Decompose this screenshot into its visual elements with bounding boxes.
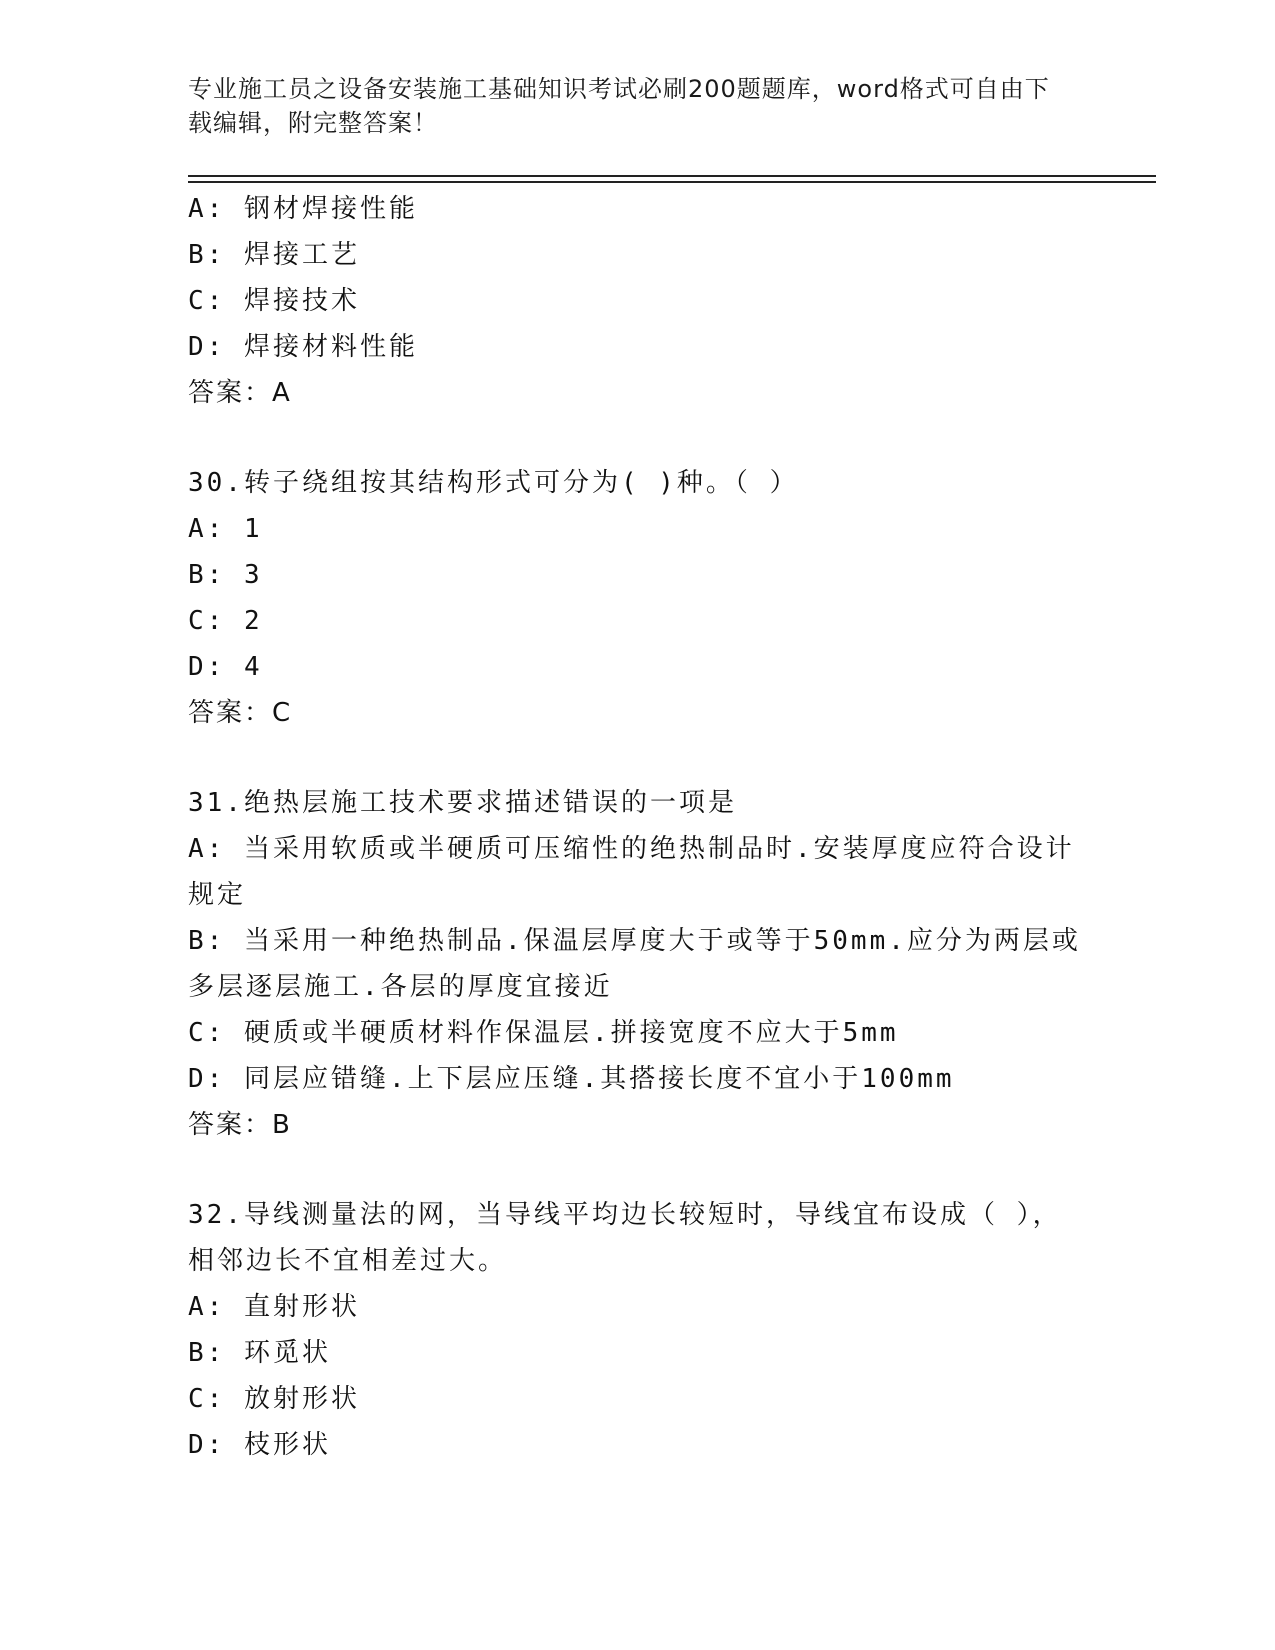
option-a: A: 钢材焊接性能 xyxy=(188,194,418,224)
option-c: C: 焊接技术 xyxy=(188,286,360,316)
header-divider-top xyxy=(188,175,1156,177)
answer-line: 答案：C xyxy=(188,698,293,728)
option-d: D: 枝形状 xyxy=(188,1430,331,1460)
option-b: B: 3 xyxy=(188,560,263,590)
option-a: A: 直射形状 xyxy=(188,1292,360,1322)
question-block-31 xyxy=(188,780,1088,1148)
question-stem: 32.导线测量法的网，当导线平均边长较短时，导线宜布设成（ ），相邻边长不宜相差过大。 xyxy=(188,1200,1062,1276)
option-d: D: 4 xyxy=(188,652,263,682)
option-d: D: 同层应错缝.上下层应压缝.其搭接长度不宜小于100mm xyxy=(188,1064,955,1094)
answer-line: 答案：B xyxy=(188,1110,292,1140)
option-b: B: 环觅状 xyxy=(188,1338,331,1368)
header-divider-bottom xyxy=(188,181,1156,183)
option-c: C: 2 xyxy=(188,606,263,636)
document-header: 专业施工员之设备安装施工基础知识考试必刷200题题库，word格式可自由下载编辑，附完整答案！ xyxy=(188,75,1050,137)
option-b: B: 焊接工艺 xyxy=(188,240,360,270)
answer-line: 答案：A xyxy=(188,378,292,408)
option-a: A: 1 xyxy=(188,514,263,544)
question-block-30 xyxy=(188,460,1088,736)
option-d: D: 焊接材料性能 xyxy=(188,332,418,362)
option-a: A: 当采用软质或半硬质可压缩性的绝热制品时.安装厚度应符合设计规定 xyxy=(188,834,1075,910)
question-block-32 xyxy=(188,1192,1088,1468)
option-c: C: 放射形状 xyxy=(188,1384,360,1414)
question-stem: 31.绝热层施工技术要求描述错误的一项是 xyxy=(188,788,737,818)
question-block-prev xyxy=(188,186,1088,416)
question-stem: 30.转子绕组按其结构形式可分为( )种。（ ） xyxy=(188,468,799,498)
option-b: B: 当采用一种绝热制品.保温层厚度大于或等于50mm.应分为两层或多层逐层施工.各层的厚度宜接近 xyxy=(188,926,1081,1002)
option-c: C: 硬质或半硬质材料作保温层.拼接宽度不应大于5mm xyxy=(188,1018,899,1048)
question-content xyxy=(188,186,1088,1468)
